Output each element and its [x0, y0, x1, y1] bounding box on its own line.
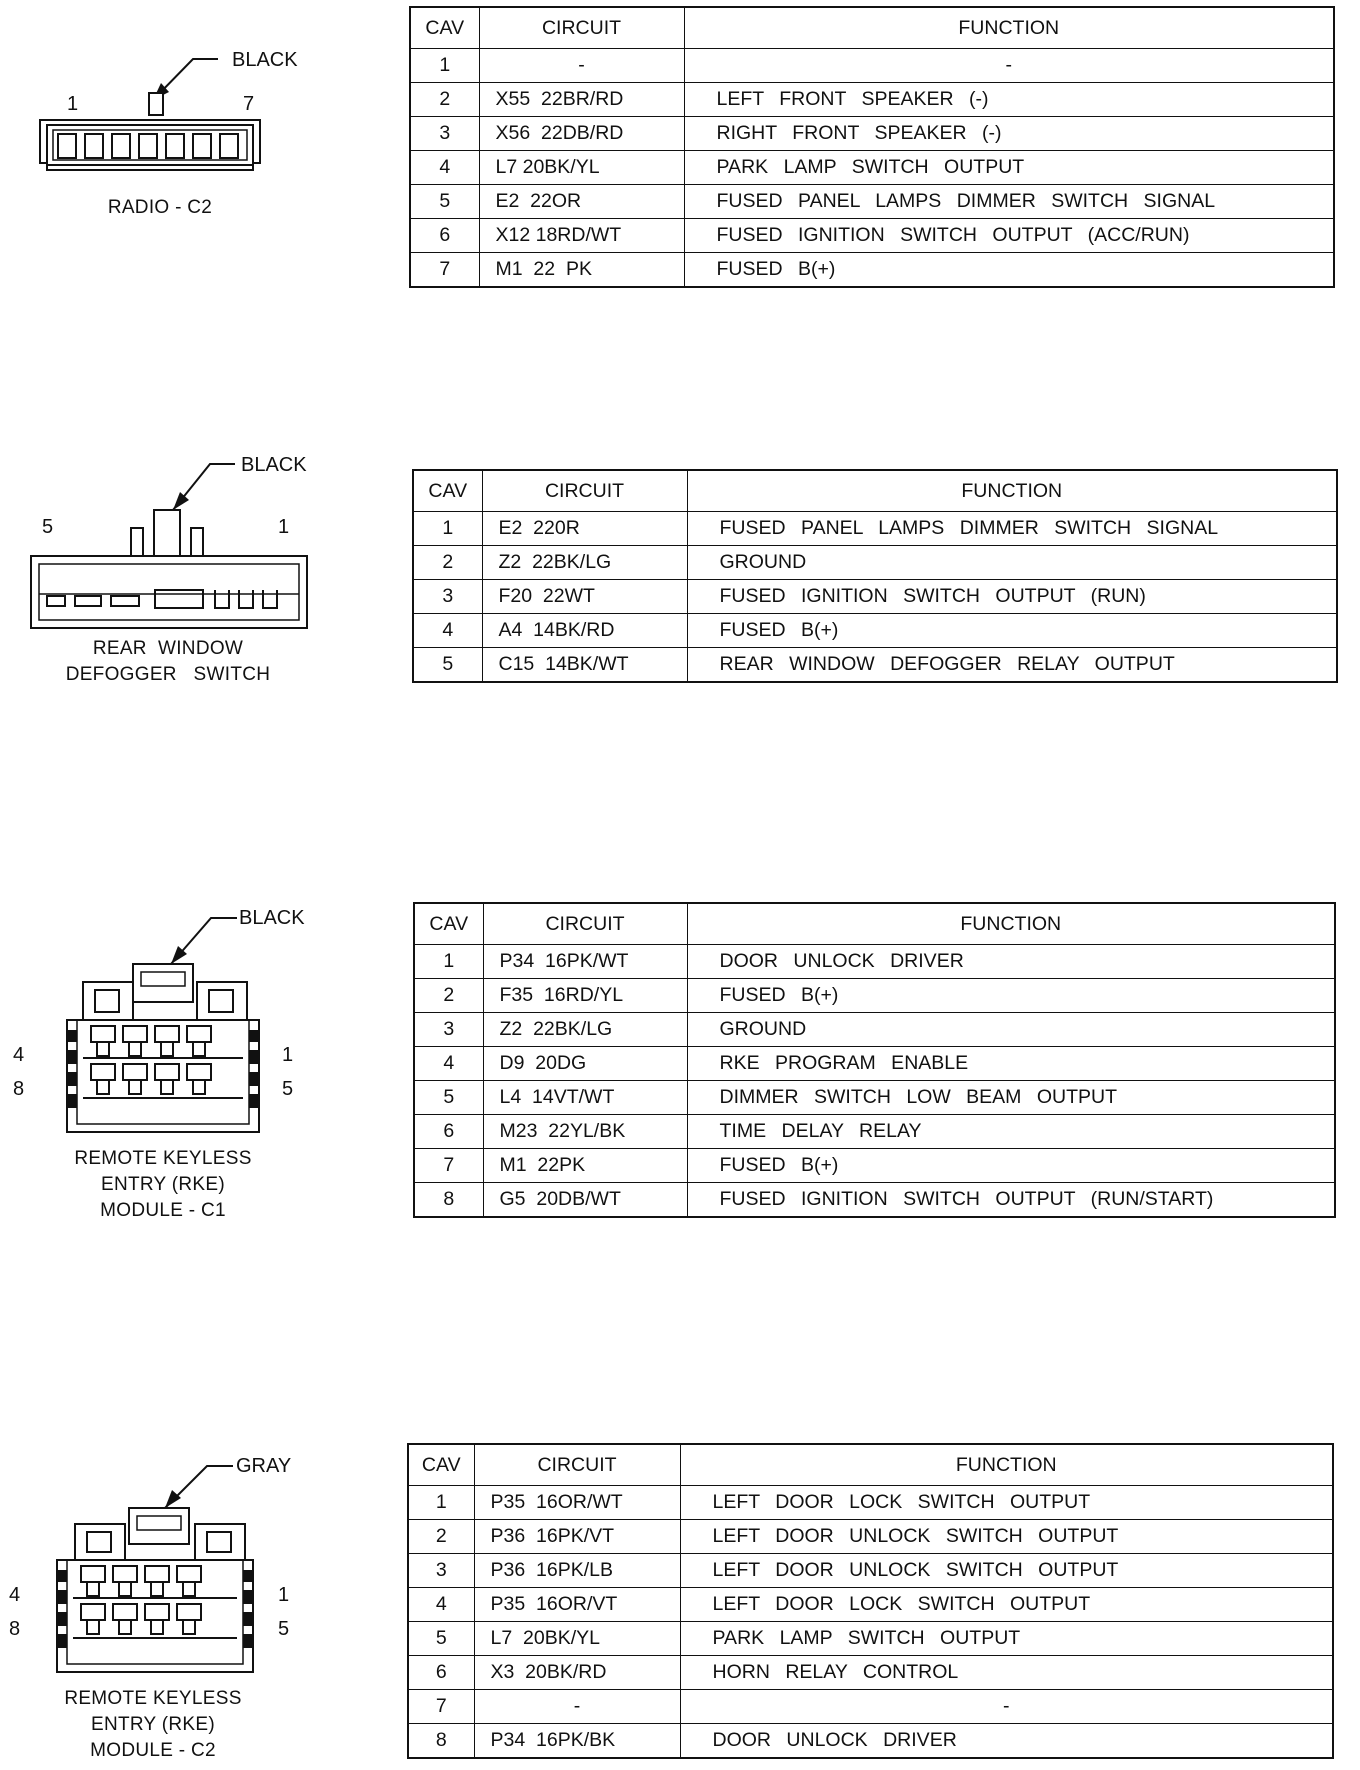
- circuit-cell: P35 16OR/VT: [474, 1588, 680, 1622]
- circuit-header: CIRCUIT: [474, 1444, 680, 1486]
- cav-cell: 6: [414, 1115, 483, 1149]
- rke-module-c1-connector: [5, 900, 325, 1230]
- cav-cell: 5: [408, 1622, 474, 1656]
- circuit-header: CIRCUIT: [483, 903, 687, 945]
- radio-c2-pinout-table: [409, 6, 1335, 288]
- circuit-cell: F35 16RD/YL: [483, 979, 687, 1013]
- pin-number-top-right: 1: [282, 1044, 294, 1066]
- function-cell: -: [680, 1690, 1333, 1724]
- table-row: [408, 1622, 1333, 1656]
- table-row: [414, 945, 1335, 979]
- table-row: [408, 1554, 1333, 1588]
- cav-cell: 1: [414, 945, 483, 979]
- circuit-cell: X3 20BK/RD: [474, 1656, 680, 1690]
- circuit-cell: M23 22YL/BK: [483, 1115, 687, 1149]
- circuit-cell: X12 18RD/WT: [479, 219, 684, 253]
- function-cell: LEFT DOOR UNLOCK SWITCH OUTPUT: [680, 1554, 1333, 1588]
- function-header: FUNCTION: [687, 903, 1335, 945]
- circuit-cell: A4 14BK/RD: [482, 614, 687, 648]
- function-cell: RIGHT FRONT SPEAKER (-): [684, 117, 1334, 151]
- pin-number-left: 1: [67, 93, 79, 115]
- cav-cell: 4: [410, 151, 479, 185]
- rke-module-c2-connector: [5, 1442, 325, 1770]
- table-header-row: [414, 903, 1335, 945]
- circuit-cell: E2 22OR: [479, 185, 684, 219]
- circuit-cell: -: [479, 49, 684, 83]
- table-row: [414, 1183, 1335, 1218]
- table-row: [410, 253, 1334, 288]
- circuit-cell: X56 22DB/RD: [479, 117, 684, 151]
- table-row: [414, 1047, 1335, 1081]
- table-row: [408, 1520, 1333, 1554]
- circuit-cell: E2 220R: [482, 512, 687, 546]
- function-header: FUNCTION: [684, 7, 1334, 49]
- cav-cell: 3: [414, 1013, 483, 1047]
- circuit-cell: P34 16PK/WT: [483, 945, 687, 979]
- table-row: [408, 1486, 1333, 1520]
- cav-cell: 1: [408, 1486, 474, 1520]
- circuit-cell: Z2 22BK/LG: [483, 1013, 687, 1047]
- cav-cell: 7: [408, 1690, 474, 1724]
- pin-number-top-left: 4: [13, 1044, 25, 1066]
- pin-number-bottom-right: 5: [282, 1078, 294, 1100]
- circuit-cell: D9 20DG: [483, 1047, 687, 1081]
- circuit-cell: C15 14BK/WT: [482, 648, 687, 683]
- rke-c2-pinout-table: [407, 1443, 1334, 1759]
- cav-cell: 2: [414, 979, 483, 1013]
- connector-caption: REAR WINDOW DEFOGGER SWITCH: [65, 638, 271, 685]
- function-cell: LEFT DOOR LOCK SWITCH OUTPUT: [680, 1588, 1333, 1622]
- table-row: [408, 1724, 1333, 1759]
- circuit-cell: P36 16PK/LB: [474, 1554, 680, 1588]
- cav-cell: 3: [413, 580, 482, 614]
- function-cell: LEFT DOOR LOCK SWITCH OUTPUT: [680, 1486, 1333, 1520]
- radio-c2-connector: [35, 45, 298, 218]
- function-cell: RKE PROGRAM ENABLE: [687, 1047, 1335, 1081]
- table-row: [410, 219, 1334, 253]
- cav-cell: 1: [413, 512, 482, 546]
- table-row: [414, 979, 1335, 1013]
- function-cell: FUSED PANEL LAMPS DIMMER SWITCH SIGNAL: [687, 512, 1337, 546]
- circuit-cell: Z2 22BK/LG: [482, 546, 687, 580]
- circuit-cell: G5 20DB/WT: [483, 1183, 687, 1218]
- table-row: [413, 614, 1337, 648]
- circuit-header: CIRCUIT: [482, 470, 687, 512]
- function-cell: GROUND: [687, 546, 1337, 580]
- circuit-cell: P36 16PK/VT: [474, 1520, 680, 1554]
- rear-window-defogger-switch-connector: [25, 448, 325, 688]
- cav-header: CAV: [414, 903, 483, 945]
- table-row: [413, 546, 1337, 580]
- function-cell: GROUND: [687, 1013, 1335, 1047]
- table-row: [414, 1115, 1335, 1149]
- function-header: FUNCTION: [687, 470, 1337, 512]
- cav-cell: 2: [408, 1520, 474, 1554]
- function-cell: FUSED B(+): [687, 614, 1337, 648]
- connector-caption: REMOTE KEYLESS ENTRY (RKE) MODULE - C2: [64, 1688, 242, 1761]
- cav-header: CAV: [413, 470, 482, 512]
- table-row: [410, 83, 1334, 117]
- cav-cell: 5: [413, 648, 482, 683]
- circuit-cell: M1 22 PK: [479, 253, 684, 288]
- table-header-row: [410, 7, 1334, 49]
- function-header: FUNCTION: [680, 1444, 1333, 1486]
- cav-cell: 5: [410, 185, 479, 219]
- connector-color-label: BLACK: [232, 49, 298, 71]
- table-row: [408, 1690, 1333, 1724]
- circuit-cell: L7 20BK/YL: [479, 151, 684, 185]
- function-cell: FUSED IGNITION SWITCH OUTPUT (RUN/START): [687, 1183, 1335, 1218]
- table-row: [410, 185, 1334, 219]
- connector-color-label: BLACK: [241, 454, 307, 476]
- cav-cell: 4: [408, 1588, 474, 1622]
- circuit-cell: -: [474, 1690, 680, 1724]
- function-cell: REAR WINDOW DEFOGGER RELAY OUTPUT: [687, 648, 1337, 683]
- connector-color-label: BLACK: [239, 907, 305, 929]
- cav-cell: 5: [414, 1081, 483, 1115]
- cav-cell: 1: [410, 49, 479, 83]
- function-cell: FUSED B(+): [687, 979, 1335, 1013]
- cav-header: CAV: [408, 1444, 474, 1486]
- cav-cell: 4: [414, 1047, 483, 1081]
- function-cell: FUSED IGNITION SWITCH OUTPUT (ACC/RUN): [684, 219, 1334, 253]
- circuit-cell: L4 14VT/WT: [483, 1081, 687, 1115]
- table-row: [414, 1013, 1335, 1047]
- pin-number-top-right: 1: [278, 1584, 290, 1606]
- function-cell: DOOR UNLOCK DRIVER: [687, 945, 1335, 979]
- function-cell: PARK LAMP SWITCH OUTPUT: [684, 151, 1334, 185]
- table-row: [408, 1588, 1333, 1622]
- pin-number-bottom-left: 8: [13, 1078, 25, 1100]
- function-cell: DOOR UNLOCK DRIVER: [680, 1724, 1333, 1759]
- circuit-cell: P35 16OR/WT: [474, 1486, 680, 1520]
- connector-caption: RADIO - C2: [107, 197, 213, 218]
- table-row: [410, 49, 1334, 83]
- pin-number-right: 7: [243, 93, 255, 115]
- cav-cell: 6: [408, 1656, 474, 1690]
- circuit-cell: L7 20BK/YL: [474, 1622, 680, 1656]
- cav-cell: 7: [410, 253, 479, 288]
- cav-cell: 6: [410, 219, 479, 253]
- table-row: [410, 151, 1334, 185]
- cav-cell: 2: [410, 83, 479, 117]
- function-cell: FUSED B(+): [687, 1149, 1335, 1183]
- rke-c1-pinout-table: [413, 902, 1336, 1218]
- cav-cell: 3: [410, 117, 479, 151]
- table-row: [414, 1081, 1335, 1115]
- table-row: [408, 1656, 1333, 1690]
- pin-number-right: 1: [278, 516, 290, 538]
- pin-number-left: 5: [42, 516, 54, 538]
- pin-number-bottom-left: 8: [9, 1618, 21, 1640]
- table-header-row: [413, 470, 1337, 512]
- defogger-pinout-table: [412, 469, 1338, 683]
- cav-cell: 3: [408, 1554, 474, 1588]
- circuit-cell: M1 22PK: [483, 1149, 687, 1183]
- function-cell: TIME DELAY RELAY: [687, 1115, 1335, 1149]
- function-cell: PARK LAMP SWITCH OUTPUT: [680, 1622, 1333, 1656]
- table-row: [413, 648, 1337, 683]
- circuit-cell: X55 22BR/RD: [479, 83, 684, 117]
- function-cell: DIMMER SWITCH LOW BEAM OUTPUT: [687, 1081, 1335, 1115]
- table-row: [410, 117, 1334, 151]
- circuit-header: CIRCUIT: [479, 7, 684, 49]
- table-row: [413, 580, 1337, 614]
- function-cell: FUSED B(+): [684, 253, 1334, 288]
- circuit-cell: P34 16PK/BK: [474, 1724, 680, 1759]
- cav-cell: 8: [408, 1724, 474, 1759]
- cav-header: CAV: [410, 7, 479, 49]
- cav-cell: 8: [414, 1183, 483, 1218]
- cav-cell: 7: [414, 1149, 483, 1183]
- function-cell: LEFT FRONT SPEAKER (-): [684, 83, 1334, 117]
- connector-caption: REMOTE KEYLESS ENTRY (RKE) MODULE - C1: [74, 1148, 252, 1221]
- table-header-row: [408, 1444, 1333, 1486]
- function-cell: LEFT DOOR UNLOCK SWITCH OUTPUT: [680, 1520, 1333, 1554]
- table-row: [413, 512, 1337, 546]
- table-row: [414, 1149, 1335, 1183]
- cav-cell: 2: [413, 546, 482, 580]
- circuit-cell: F20 22WT: [482, 580, 687, 614]
- cav-cell: 4: [413, 614, 482, 648]
- connector-color-label: GRAY: [236, 1455, 292, 1477]
- pin-number-top-left: 4: [9, 1584, 21, 1606]
- function-cell: FUSED PANEL LAMPS DIMMER SWITCH SIGNAL: [684, 185, 1334, 219]
- function-cell: -: [684, 49, 1334, 83]
- pin-number-bottom-right: 5: [278, 1618, 290, 1640]
- function-cell: HORN RELAY CONTROL: [680, 1656, 1333, 1690]
- function-cell: FUSED IGNITION SWITCH OUTPUT (RUN): [687, 580, 1337, 614]
